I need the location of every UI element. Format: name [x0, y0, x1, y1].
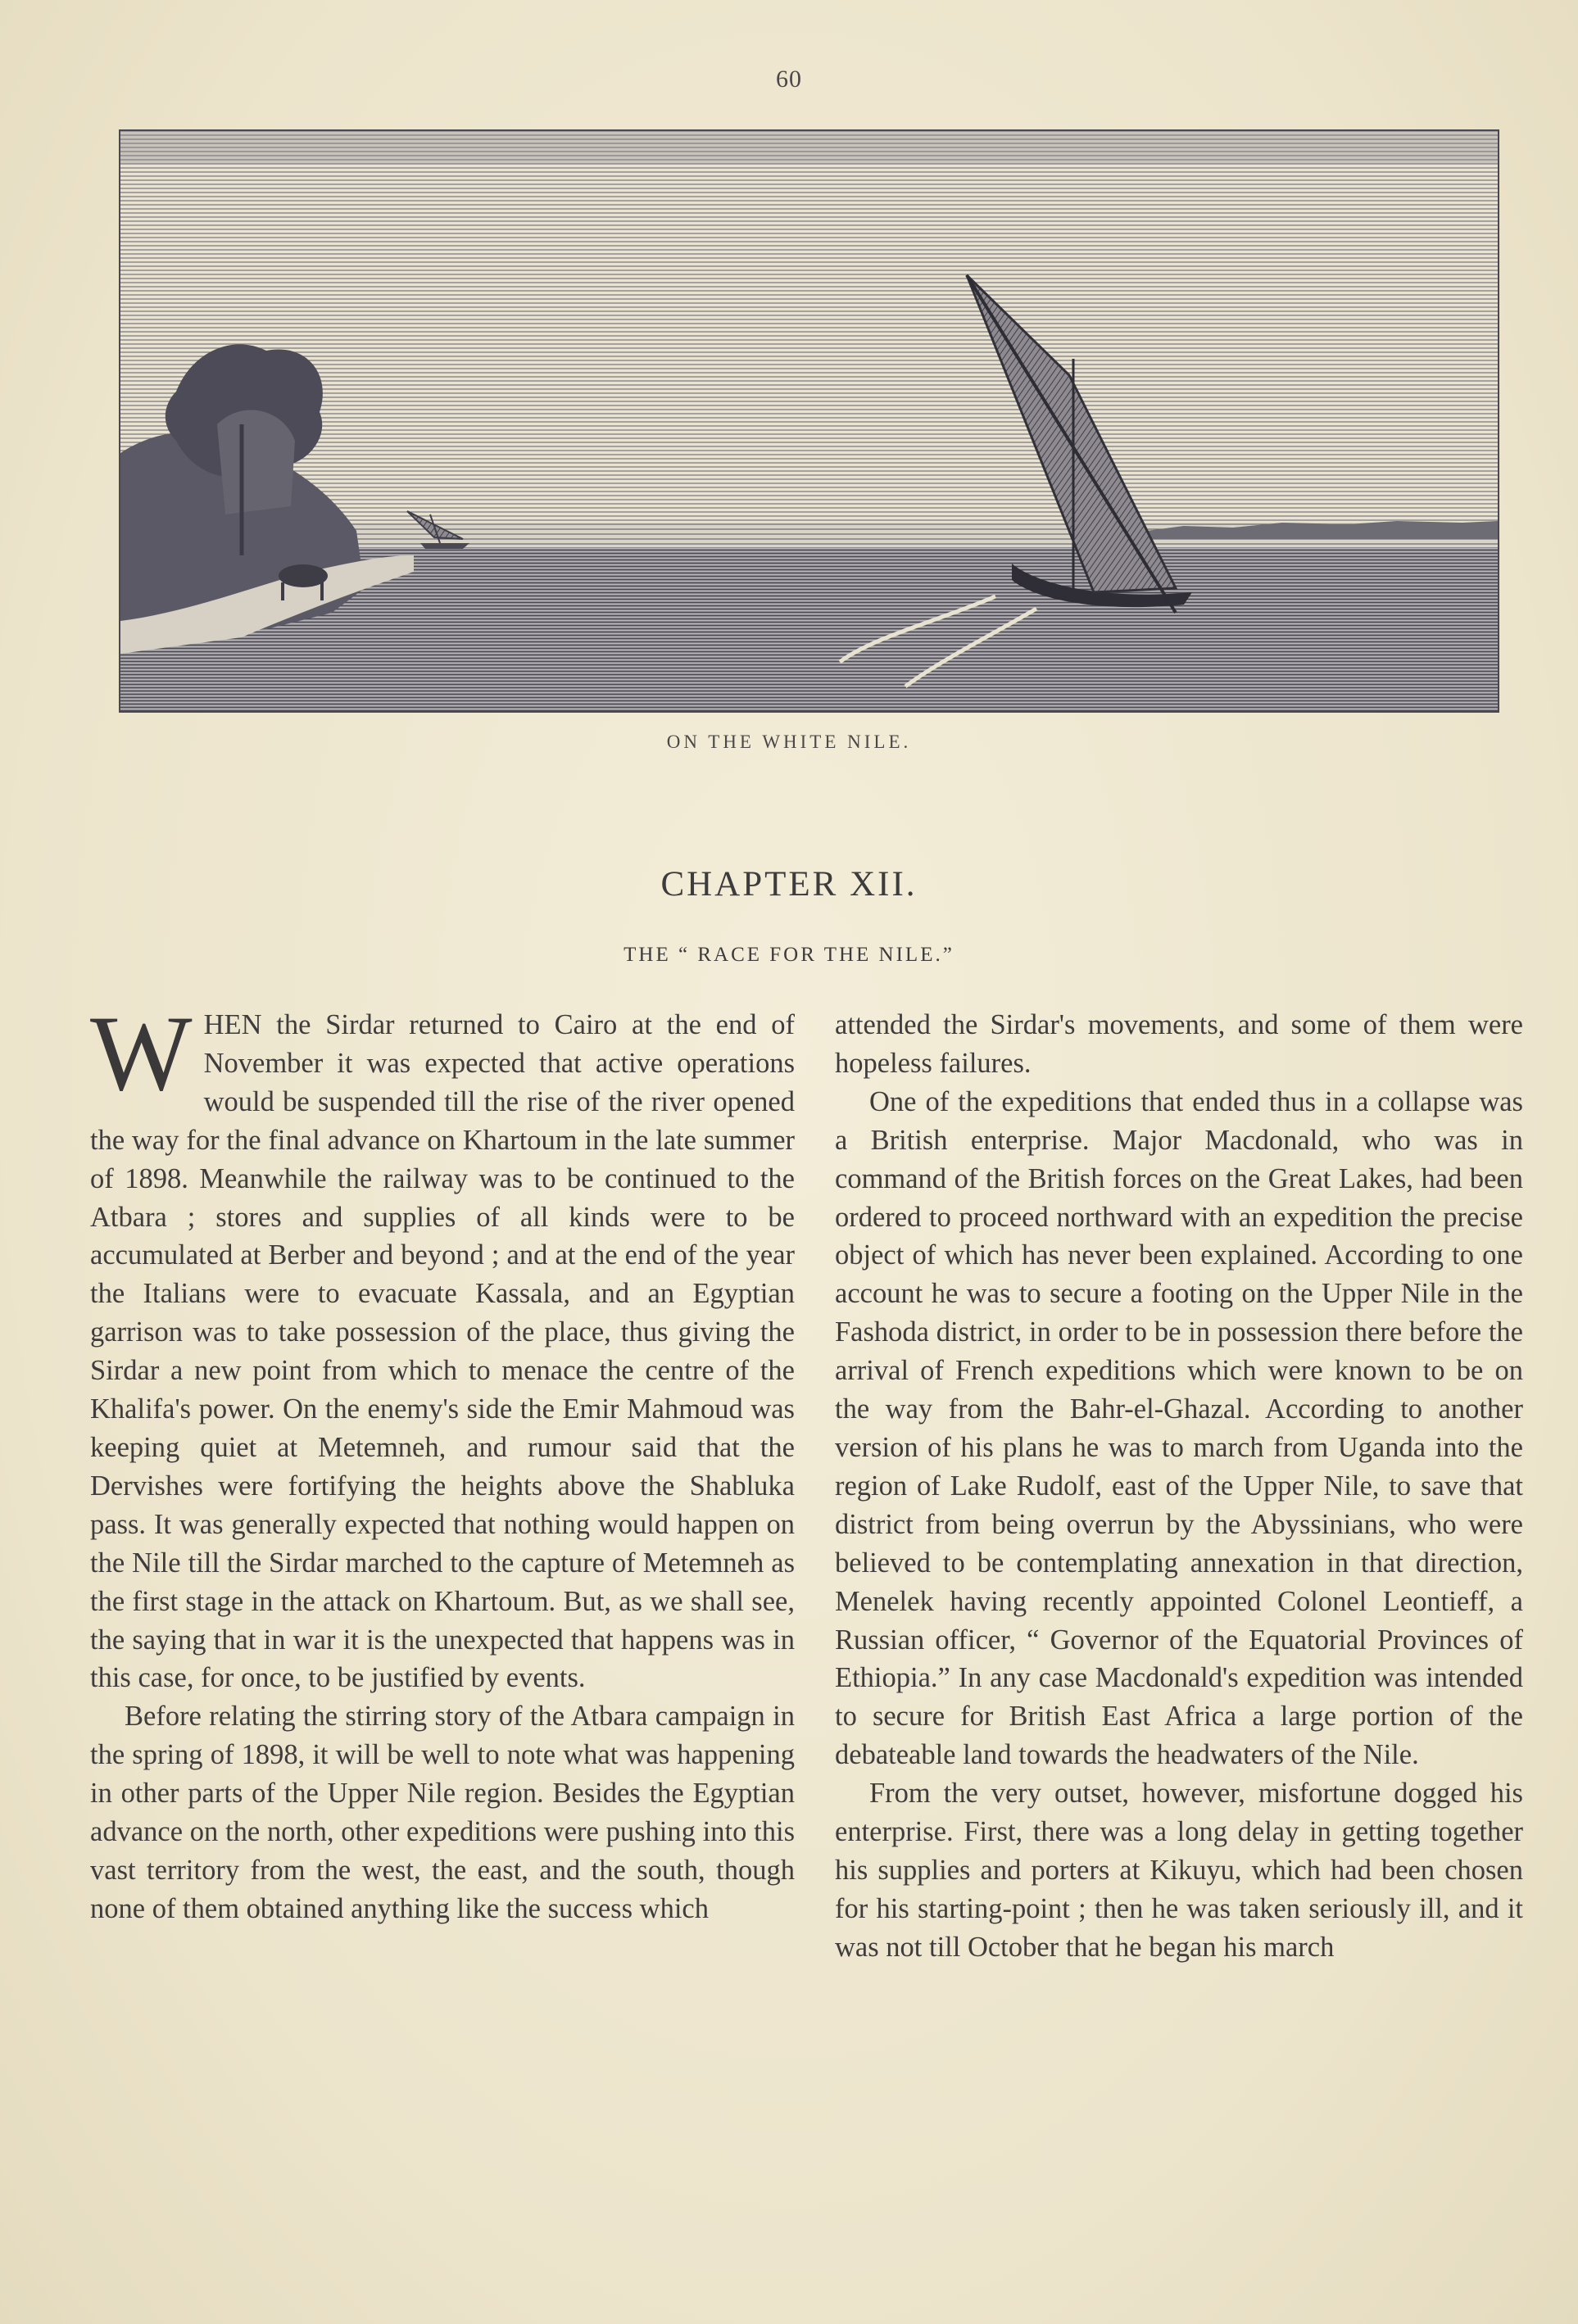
- illustration-caption: ON THE WHITE NILE.: [666, 732, 912, 752]
- chapter-subtitle: THE “ RACE FOR THE NILE.”: [623, 944, 955, 966]
- drop-cap: W: [90, 993, 193, 1113]
- paragraph-text: HEN the Sirdar returned to Cairo at the end of November it was expected that active operations would be suspended till the rise of the river opened the way for the final advance on Khartoum in the late summer of 1898. Meanwhile the railway was to be continued to the Atbara ; stores and supplies of all kinds were to be accumulated at Berber and beyond ; and at the end of the year the Italians were to evacuate Kassala, and an Egyptian garrison was to take possession of the place, thus giving the Sirdar a new point from which to menace the centre of the Khalifa's power. On the enemy's side the Emir Mahmoud was keeping quiet at Metemneh, and rumour said that the Dervishes were fortifying the heights above the Shabluka pass. It was generally expected that nothing would happen on the Nile till the Sirdar marched to the capture of Metemneh as the first stage in the attack on Khartoum. But, as we shall see, the saying that in war it is the unexpected that happens was in this case, for once, to be justified by events.: [90, 1009, 795, 1694]
- right-text-column: [835, 1006, 1523, 1967]
- paragraph: Before relating the stirring story of the Atbara campaign in the spring of 1898, it will be well to note what was happening in other parts of the Upper Nile region. Besides the Egyptian advance on the north, other expeditions were pushing into this vast territory from the west, the east, and the south, though none of them obtained anything like the success which: [90, 1701, 795, 1924]
- chapter-title: CHAPTER XII.: [660, 865, 918, 904]
- left-text-column: [90, 993, 795, 1928]
- paragraph: From the very outset, however, misfortune dogged his enterprise. First, there was a long delay in getting together his supplies and porters at Kikuyu, which had been chosen for his starting-point ; then he was taken seriously ill, and it was not till October that he began his march: [835, 1778, 1523, 1963]
- paragraph: One of the expeditions that ended thus in a collapse was a British enterprise. Major Macdonald, who was in command of the British forces on the Great Lakes, had been ordered to proceed northward with an expedition the precise object of which has never been explained. According to one account he was to secure a footing on the Upper Nile in the Fashoda district, in order to be in possession there before the arrival of French expeditions which were known to be on the way from the Bahr-el-Ghazal. According to another version of his plans he was to march from Uganda into the region of Lake Rudolf, east of the Upper Nile, to save that district from being overrun by the Abyssinians, who were believed to be contemplating annexation in that direction, Menelek having recently appointed Colonel Leontieff, a Russian officer, “ Governor of the Equatorial Provinces of Ethiopia.” In any case Macdonald's expedition was intended to secure for British East Africa a large portion of the debateable land towards the headwaters of the Nile.: [835, 1085, 1523, 1771]
- nile-engraving-illustration: [119, 129, 1499, 713]
- paragraph: [90, 993, 795, 1697]
- page-number: 60: [776, 66, 802, 93]
- paragraph: attended the Sirdar's movements, and some of them were hopeless failures.: [835, 1009, 1523, 1079]
